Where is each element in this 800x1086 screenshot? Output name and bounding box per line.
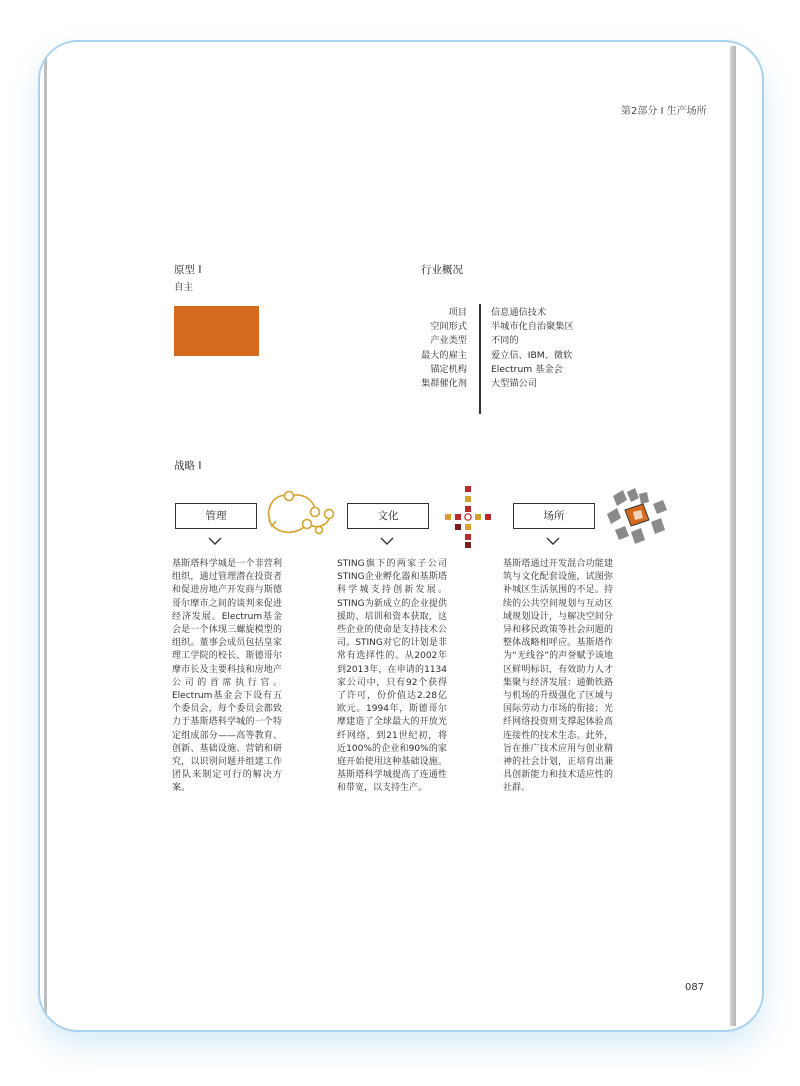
strategy-text-culture: STING旗下的两家子公司STING企业孵化器和基斯塔科学城支持创新发展。STING为新成立的企业提供援助、培训和资本获取，这些企业的使命是支持技术公司。STING对它的计划是非常有选择性的。从2002年到2013年，在申请的1134家公司中，只有92个获得了许可，份价值达2.28亿欧元。1994年，斯德哥尔摩建造了全球最大的开放光纤网络，到21世纪初，将近100%的企业和90%的家庭开始使用这种基础设施。基斯塔科学城提高了连通性和带宽，以支持生产。 xyxy=(337,559,447,794)
industry-value: 爱立信、IBM、微软 xyxy=(491,349,573,361)
cross-squares-icon xyxy=(439,484,499,550)
chevron-down-icon xyxy=(380,537,394,546)
book-spine xyxy=(730,46,736,1026)
industry-key: 空间形式 xyxy=(430,321,467,333)
industry-key: 集群催化剂 xyxy=(421,378,467,390)
strategy-box-place: 场所 xyxy=(513,503,595,529)
book-page xyxy=(44,46,746,1026)
industry-keys xyxy=(397,306,467,391)
prototype-label: 原型 I xyxy=(174,264,202,276)
circle-network-icon xyxy=(263,490,339,538)
industry-value: 大型锚公司 xyxy=(491,378,537,390)
strategy-text-management: 基斯塔科学城是一个非营利组织，通过管理潜在投资者和促进房地产开发商与斯德哥尔摩市之间的谈判来促进经济发展。Electrum基金会是一个体现三螺旋模型的组织。董事会成员包括皇家理工学院的校长、斯德哥尔摩市长及主要科技和房地产公司的首席执行官。Electrum基金会下设有五个委员会，每个委员会都致力于基斯塔科学城的一个特定组成部分——高等教育、创新、基础设施、营销和研究，以识别问题并组建工作团队来制定可行的解决方案。 xyxy=(172,559,282,794)
section-header: 第2部分 I 生产场所 xyxy=(621,106,707,117)
device-frame xyxy=(38,40,764,1032)
page-number: 087 xyxy=(685,982,705,993)
industry-divider xyxy=(479,304,481,414)
chevron-down-icon xyxy=(208,537,222,546)
strategy-box-management: 管理 xyxy=(175,503,257,529)
industry-key: 产业类型 xyxy=(430,335,467,347)
prototype-value: 自主 xyxy=(174,282,194,293)
chevron-down-icon xyxy=(546,537,560,546)
strategy-label: 战略 I xyxy=(174,460,202,472)
building-map-icon xyxy=(603,486,673,550)
industry-key: 最大的雇主 xyxy=(421,349,467,361)
industry-key: 项目 xyxy=(448,307,467,318)
industry-key: 锚定机构 xyxy=(430,363,467,375)
industry-values xyxy=(491,306,641,391)
strategy-text-place: 基斯塔通过开发混合功能建筑与文化配套设施，试图弥补城区生活氛围的不足。持续的公共空间规划与互动区域规划设计，与解决空间分异和移民政策等社会问题的整体战略相呼应。基斯塔作为“无线谷”的声誉赋予该地区鲜明标识，有效助力人才集聚与经济发展：通勤铁路与机场的升级强化了区域与国际劳动力市场的衔接；光纤网络投资则支撑起体验高连接性的技术生态。此外，旨在推广技术应用与创业精神的社会计划，正培育出兼具创新能力和技术适应性的社群。 xyxy=(503,559,613,794)
strategy-box-culture: 文化 xyxy=(347,503,429,529)
industry-title: 行业概况 xyxy=(421,264,463,276)
industry-value: 不同的 xyxy=(491,335,519,347)
prototype-color-swatch xyxy=(174,306,259,356)
industry-value: 半城市化自治聚集区 xyxy=(491,321,574,333)
industry-value: 信息通信技术 xyxy=(491,307,547,318)
industry-value: Electrum 基金会 xyxy=(491,363,563,375)
